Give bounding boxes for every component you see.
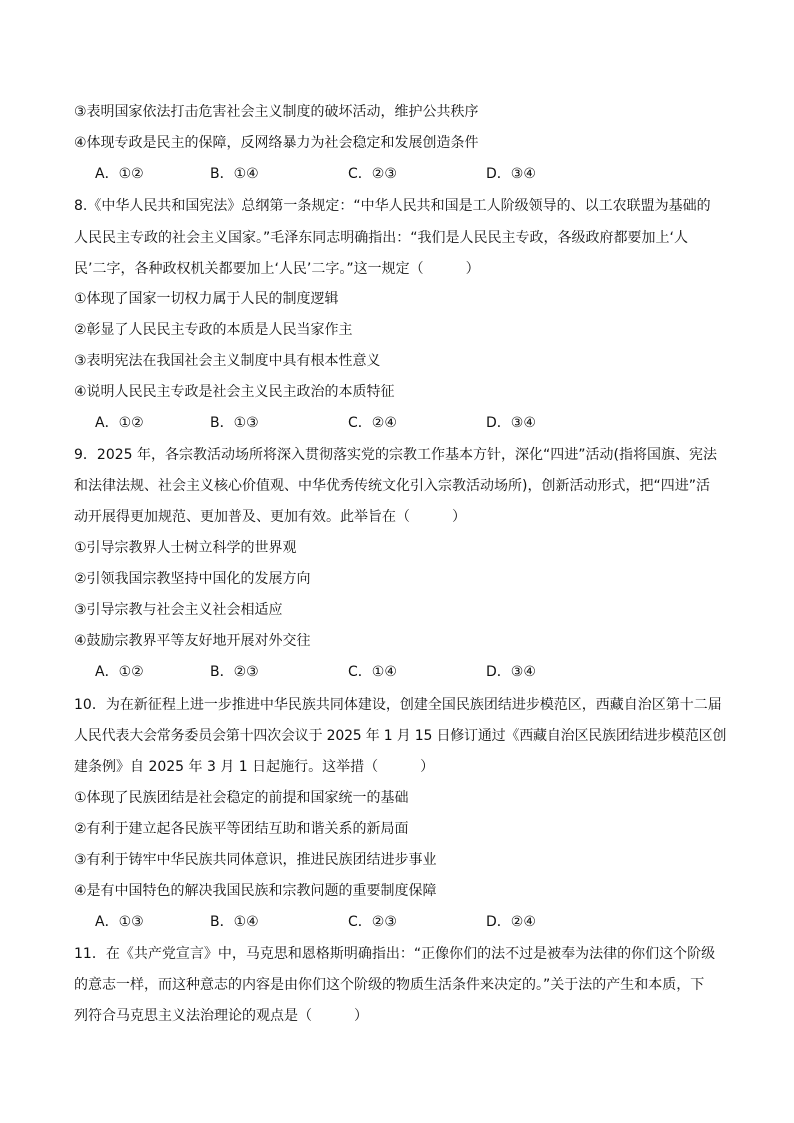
q10-statement-2: ②有利于建立起各民族平等团结互助和谐关系的新局面 bbox=[74, 821, 409, 837]
q9-statement-3: ③引导宗教与社会主义社会相适应 bbox=[74, 602, 283, 618]
q9-option-d[interactable]: D．③④ bbox=[486, 664, 536, 680]
q8-option-c[interactable]: C．②④ bbox=[348, 415, 397, 431]
q8-statement-3: ③表明宪法在我国社会主义制度中具有根本性意义 bbox=[74, 353, 381, 369]
q7-statement-3: ③表明国家依法打击危害社会主义制度的破坏活动，维护公共秩序 bbox=[74, 104, 479, 120]
q8-statement-4: ④说明人民民主专政是社会主义民主政治的本质特征 bbox=[74, 384, 395, 400]
q8-stem-line-2: 人民民主专政的社会主义国家。”毛泽东同志明确指出：“我们是人民民主专政，各级政府都要加上‘人 bbox=[74, 230, 688, 246]
q9-option-a[interactable]: A．①② bbox=[95, 664, 144, 680]
q10-option-c[interactable]: C．②③ bbox=[348, 914, 397, 930]
q10-stem-line-2: 人民代表大会常务委员会第十四次会议于 2025 年 1 月 15 日修订通过《西藏自治区民族团结进步模范区创 bbox=[74, 728, 727, 744]
q9-statement-1: ①引导宗教界人士树立科学的世界观 bbox=[74, 540, 297, 556]
q9-stem-line-2: 和法律法规、社会主义核心价值观、中华优秀传统文化引入宗教活动场所)，创新活动形式，把“四进”活 bbox=[74, 478, 710, 494]
q7-option-b[interactable]: B．①④ bbox=[210, 166, 259, 182]
q7-option-c[interactable]: C．②③ bbox=[348, 166, 397, 182]
q9-stem-line-1: 9．2025 年，各宗教活动场所将深入贯彻落实党的宗教工作基本方针，深化“四进”活动(指将国旗、宪法 bbox=[74, 447, 717, 463]
q10-option-d[interactable]: D．②④ bbox=[486, 914, 536, 930]
q8-stem-line-3: 民’二字，各种政权机关都要加上‘人民’二字。”这一规定（ ） bbox=[74, 261, 480, 277]
q10-statement-3: ③有利于铸牢中华民族共同体意识，推进民族团结进步事业 bbox=[74, 852, 437, 868]
q9-option-b[interactable]: B．②③ bbox=[210, 664, 259, 680]
q7-options bbox=[95, 164, 695, 184]
q10-stem-line-3: 建条例》自 2025 年 3 月 1 日起施行。这举措（ ） bbox=[74, 759, 435, 775]
q8-stem-line-1: 8.《中华人民共和国宪法》总纲第一条规定：“中华人民共和国是工人阶级领导的、以工农联盟为基础的 bbox=[74, 198, 711, 214]
q10-statement-4: ④是有中国特色的解决我国民族和宗教问题的重要制度保障 bbox=[74, 883, 437, 899]
q8-statement-1: ①体现了国家一切权力属于人民的制度逻辑 bbox=[74, 291, 339, 307]
q8-statement-2: ②彰显了人民民主专政的本质是人民当家作主 bbox=[74, 322, 353, 338]
q8-options bbox=[95, 413, 695, 433]
q10-stem-line-1: 10．为在新征程上进一步推进中华民族共同体建设，创建全国民族团结进步模范区，西藏自治区第十二届 bbox=[74, 697, 722, 713]
q11-stem-line-1: 11．在《共产党宣言》中，马克思和恩格斯明确指出：“正像你们的法不过是被奉为法律的你们这个阶级 bbox=[74, 946, 716, 962]
q7-option-a[interactable]: A．①② bbox=[95, 166, 144, 182]
q8-option-a[interactable]: A．①② bbox=[95, 415, 144, 431]
q11-stem-line-3: 列符合马克思主义法治理论的观点是（ ） bbox=[74, 1008, 368, 1024]
q11-stem-line-2: 的意志一样，而这种意志的内容是由你们这个阶级的物质生活条件来决定的。”关于法的产生和本质，下 bbox=[74, 977, 705, 993]
q9-stem-line-3: 动开展得更加规范、更加普及、更加有效。此举旨在（ ） bbox=[74, 509, 466, 525]
q9-option-c[interactable]: C．①④ bbox=[348, 664, 397, 680]
q10-options bbox=[95, 912, 695, 932]
q10-statement-1: ①体现了民族团结是社会稳定的前提和国家统一的基础 bbox=[74, 790, 409, 806]
q7-option-d[interactable]: D．③④ bbox=[486, 166, 536, 182]
q9-statement-2: ②引领我国宗教坚持中国化的发展方向 bbox=[74, 571, 311, 587]
q9-options bbox=[95, 662, 695, 682]
q7-statement-4: ④体现专政是民主的保障，反网络暴力为社会稳定和发展创造条件 bbox=[74, 135, 479, 151]
q10-option-a[interactable]: A．①③ bbox=[95, 914, 144, 930]
q8-option-b[interactable]: B．①③ bbox=[210, 415, 259, 431]
q10-option-b[interactable]: B．①④ bbox=[210, 914, 259, 930]
q8-option-d[interactable]: D．③④ bbox=[486, 415, 536, 431]
q9-statement-4: ④鼓励宗教界平等友好地开展对外交往 bbox=[74, 633, 311, 649]
